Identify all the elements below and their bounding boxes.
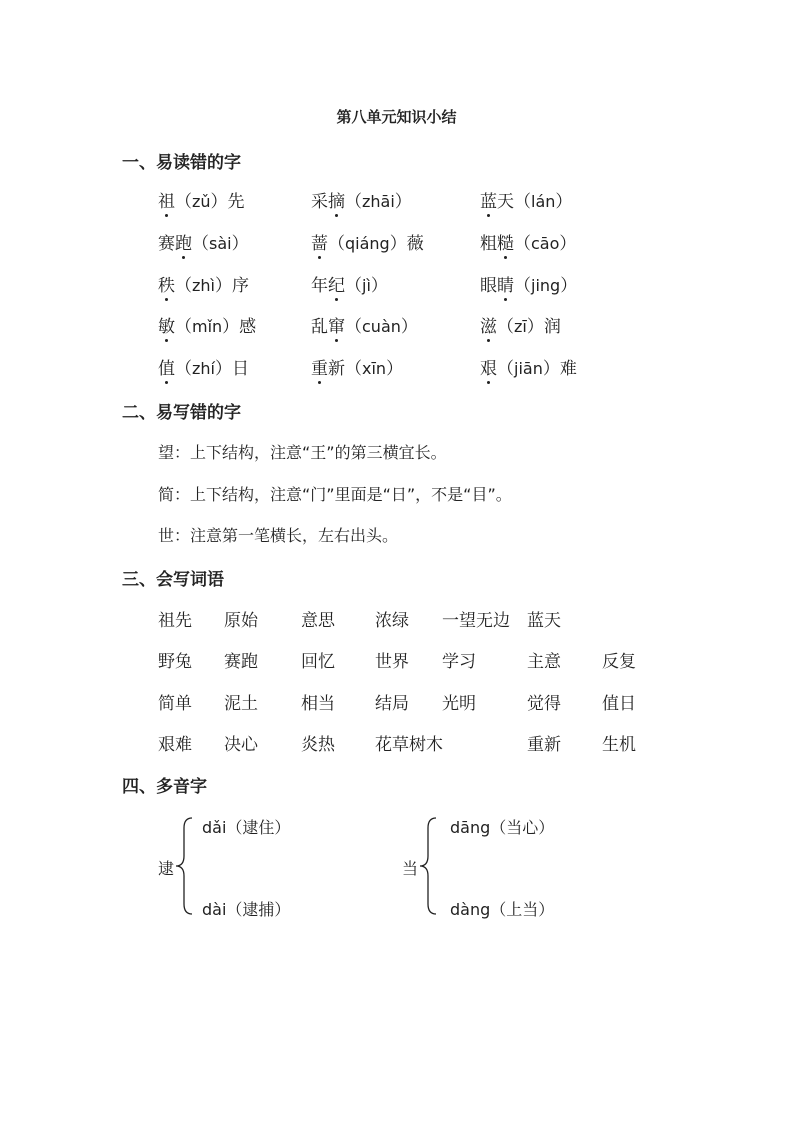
misread-word: 赛跑（sài） bbox=[158, 229, 249, 254]
polyphone-reading: dàng（上当） bbox=[450, 900, 555, 919]
brace-icon bbox=[174, 816, 194, 916]
misread-word: 艰（jiān）难 bbox=[480, 354, 577, 379]
vocab-word: 花草树木 bbox=[375, 735, 443, 755]
pinyin: zhí bbox=[192, 359, 215, 378]
misread-word: 祖（zǔ）先 bbox=[158, 187, 245, 212]
emphasized-char: 纪 bbox=[328, 271, 345, 296]
misread-word: 重新（xīn） bbox=[311, 354, 403, 379]
word-part: 序 bbox=[231, 276, 249, 296]
section-heading-polyphones: 四、多音字 bbox=[122, 777, 207, 797]
pinyin: zī bbox=[514, 317, 527, 336]
emphasized-char: 蓝 bbox=[480, 187, 497, 212]
pinyin: jiān bbox=[514, 359, 543, 378]
emphasized-char: 敏 bbox=[158, 312, 175, 337]
word-part: 难 bbox=[559, 359, 577, 379]
misread-word: 眼睛（jing） bbox=[480, 271, 577, 296]
word-part: 采 bbox=[311, 192, 328, 212]
vocab-word: 光明 bbox=[442, 694, 476, 714]
word-part: 新 bbox=[328, 359, 345, 379]
word-part: 眼 bbox=[480, 276, 497, 296]
polyphone-reading: dāng（当心） bbox=[450, 818, 555, 837]
word-part: 粗 bbox=[480, 234, 497, 254]
pinyin: sài bbox=[209, 234, 232, 253]
note-line: 简：上下结构，注意“门”里面是“日”，不是“目”。 bbox=[158, 485, 512, 504]
emphasized-char: 滋 bbox=[480, 312, 497, 337]
vocab-word: 浓绿 bbox=[375, 611, 409, 631]
emphasized-char: 跑 bbox=[175, 229, 192, 254]
vocab-word: 野兔 bbox=[158, 652, 192, 672]
word-part: 先 bbox=[227, 192, 245, 212]
vocab-word: 相当 bbox=[301, 694, 335, 714]
emphasized-char: 祖 bbox=[158, 187, 175, 212]
misread-word: 粗糙（cāo） bbox=[480, 229, 576, 254]
polyphone-reading: dǎi（逮住） bbox=[202, 818, 291, 837]
pinyin: zhì bbox=[192, 276, 215, 295]
word-part: 薇 bbox=[406, 234, 424, 254]
vocab-word: 结局 bbox=[375, 694, 409, 714]
emphasized-char: 蔷 bbox=[311, 229, 328, 254]
vocab-word: 泥土 bbox=[224, 694, 258, 714]
vocab-word: 赛跑 bbox=[224, 652, 258, 672]
emphasized-char: 糙 bbox=[497, 229, 514, 254]
pinyin: zhāi bbox=[362, 192, 395, 211]
vocab-word: 蓝天 bbox=[527, 611, 561, 631]
vocab-word: 学习 bbox=[442, 652, 476, 672]
misread-word: 蔷（qiáng）薇 bbox=[311, 229, 424, 254]
word-part: 年 bbox=[311, 276, 328, 296]
pinyin: jì bbox=[362, 276, 371, 295]
polyphone-reading: dài（逮捕） bbox=[202, 900, 291, 919]
emphasized-char: 秩 bbox=[158, 271, 175, 296]
polyphone-char: 当 bbox=[402, 859, 419, 878]
pinyin: lán bbox=[531, 192, 556, 211]
emphasized-char: 睛 bbox=[497, 271, 514, 296]
vocab-word: 回忆 bbox=[301, 652, 335, 672]
brace-icon bbox=[418, 816, 438, 916]
vocab-word: 炎热 bbox=[301, 735, 335, 755]
misread-word: 采摘（zhāi） bbox=[311, 187, 412, 212]
vocab-word: 一望无边 bbox=[442, 611, 510, 631]
emphasized-char: 摘 bbox=[328, 187, 345, 212]
misread-word: 敏（mǐn）感 bbox=[158, 312, 256, 337]
pinyin: xīn bbox=[362, 359, 387, 378]
emphasized-char: 艰 bbox=[480, 354, 497, 379]
section-heading-miswritten: 二、易写错的字 bbox=[122, 403, 241, 423]
vocab-word: 艰难 bbox=[158, 735, 192, 755]
vocab-word: 决心 bbox=[224, 735, 258, 755]
emphasized-char: 重 bbox=[311, 354, 328, 379]
vocab-word: 重新 bbox=[527, 735, 561, 755]
word-part: 日 bbox=[231, 359, 249, 379]
misread-word: 秩（zhì）序 bbox=[158, 271, 249, 296]
vocab-word: 意思 bbox=[301, 611, 335, 631]
pinyin: mǐn bbox=[192, 317, 223, 336]
vocab-word: 世界 bbox=[375, 652, 409, 672]
section-heading-misread: 一、易读错的字 bbox=[122, 153, 241, 173]
misread-word: 滋（zī）润 bbox=[480, 312, 561, 337]
pinyin: cāo bbox=[531, 234, 560, 253]
word-part: 润 bbox=[543, 317, 561, 337]
vocab-word: 简单 bbox=[158, 694, 192, 714]
vocab-word: 反复 bbox=[602, 652, 636, 672]
note-line: 世：注意第一笔横长，左右出头。 bbox=[158, 526, 399, 545]
emphasized-char: 值 bbox=[158, 354, 175, 379]
misread-word: 值（zhí）日 bbox=[158, 354, 249, 379]
vocab-word: 祖先 bbox=[158, 611, 192, 631]
misread-word: 年纪（jì） bbox=[311, 271, 388, 296]
vocab-word: 值日 bbox=[602, 694, 636, 714]
pinyin: zǔ bbox=[192, 192, 211, 211]
pinyin: qiáng bbox=[345, 234, 390, 253]
page-title: 第八单元知识小结 bbox=[336, 108, 457, 126]
pinyin: jing bbox=[531, 276, 561, 295]
note-line: 望：上下结构，注意“王”的第三横宜长。 bbox=[158, 443, 447, 462]
word-part: 天 bbox=[497, 192, 514, 212]
emphasized-char: 窜 bbox=[328, 312, 345, 337]
pinyin: cuàn bbox=[362, 317, 401, 336]
word-part: 乱 bbox=[311, 317, 328, 337]
misread-word: 乱窜（cuàn） bbox=[311, 312, 418, 337]
vocab-word: 觉得 bbox=[527, 694, 561, 714]
section-heading-words: 三、会写词语 bbox=[122, 570, 224, 590]
vocab-word: 生机 bbox=[602, 735, 636, 755]
word-part: 感 bbox=[239, 317, 257, 337]
word-part: 赛 bbox=[158, 234, 175, 254]
vocab-word: 原始 bbox=[224, 611, 258, 631]
vocab-word: 主意 bbox=[527, 652, 561, 672]
polyphone-char: 逮 bbox=[158, 859, 175, 878]
misread-word: 蓝天（lán） bbox=[480, 187, 572, 212]
